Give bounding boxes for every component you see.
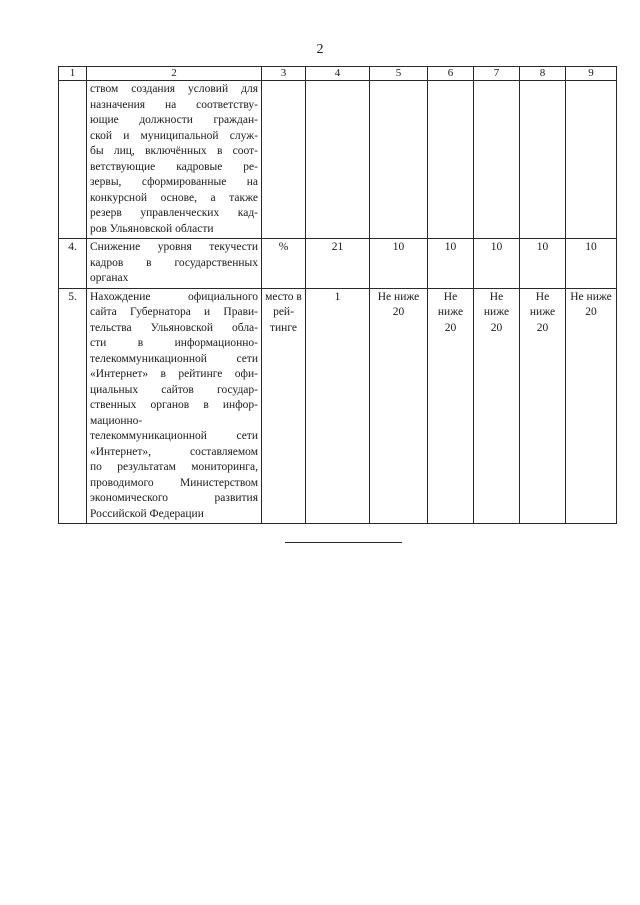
description-line: конкурсной основе, а также: [90, 191, 258, 204]
header-cell: 4: [306, 67, 370, 81]
page-number: 2: [316, 42, 324, 57]
value-cell: Не ниже 20: [428, 288, 474, 524]
description-line: Снижение уровня текучести: [90, 241, 258, 253]
value-cell: 10: [566, 239, 617, 289]
row-number: 5.: [59, 288, 87, 524]
description-line: ветствующие кадровые ре-: [90, 160, 258, 173]
row-number: 4.: [59, 239, 87, 289]
unit-cell: место в рей-тинге: [262, 288, 306, 524]
description-line: проводимого Министерством: [90, 476, 258, 489]
row-number: [59, 81, 87, 239]
value-cell: [370, 81, 428, 239]
description-line: назначения на соответству-: [90, 98, 258, 111]
value-cell: [428, 81, 474, 239]
description-line: по результатам мониторинга,: [90, 461, 258, 473]
description-line: ством создания условий для: [90, 83, 258, 95]
indicator-description: [87, 288, 262, 524]
description-line: телекоммуникационной сети: [90, 352, 258, 365]
description-line: бы лиц, включённых в соот-: [90, 145, 258, 157]
table-row: [59, 81, 617, 239]
description-line: зервы, сформированные на: [90, 176, 258, 188]
value-cell: [566, 81, 617, 239]
value-cell: 1: [306, 288, 370, 524]
description-line: экономического развития: [90, 492, 258, 504]
value-cell: 21: [306, 239, 370, 289]
header-cell: 7: [474, 67, 520, 81]
description-line: «Интернет», составляемом: [90, 445, 258, 458]
value-cell: 10: [520, 239, 566, 289]
description-line: циальных сайтов государ-: [90, 383, 258, 396]
value-cell: [306, 81, 370, 239]
description-line: органах: [90, 272, 129, 284]
value-cell: 10: [370, 239, 428, 289]
header-cell: 8: [520, 67, 566, 81]
description-line: Нахождение официального: [90, 290, 258, 303]
unit-cell: [262, 81, 306, 239]
header-cell: 9: [566, 67, 617, 81]
header-cell: 6: [428, 67, 474, 81]
description-line: сайта Губернатора и Прави-: [90, 306, 258, 318]
header-cell: 1: [59, 67, 87, 81]
description-line: тельства Ульяновской обла-: [90, 321, 258, 334]
table-header-row: [59, 67, 617, 81]
value-cell: [520, 81, 566, 239]
description-line: ющие должности граждан-: [90, 114, 258, 126]
header-cell: 2: [87, 67, 262, 81]
value-cell: 10: [428, 239, 474, 289]
description-line: Российской Федерации: [90, 507, 204, 520]
description-line: ственных органов в инфор-: [90, 399, 258, 411]
description-line: резерв управленческих кад-: [90, 207, 258, 219]
table-row: [59, 288, 617, 524]
unit-cell: %: [262, 239, 306, 289]
value-cell: Не ниже 20: [370, 288, 428, 524]
indicator-description: [87, 81, 262, 239]
header-cell: 3: [262, 67, 306, 81]
description-line: ров Ульяновской области: [90, 222, 214, 235]
value-cell: Не ниже 20: [566, 288, 617, 524]
description-line: кадров в государственных: [90, 256, 258, 269]
table-row: [59, 239, 617, 289]
indicators-table: [58, 66, 617, 524]
value-cell: Не ниже 20: [474, 288, 520, 524]
description-line: сти в информационно-: [90, 337, 258, 349]
header-cell: 5: [370, 67, 428, 81]
value-cell: [474, 81, 520, 239]
description-line: ской и муниципальной служ-: [90, 129, 258, 142]
end-of-document-rule: [285, 542, 402, 543]
value-cell: 10: [474, 239, 520, 289]
value-cell: Не ниже 20: [520, 288, 566, 524]
indicator-description: [87, 239, 262, 289]
description-line: «Интернет» в рейтинге офи-: [90, 368, 258, 380]
description-line: мационно-: [90, 414, 143, 427]
description-line: телекоммуникационной сети: [90, 430, 258, 442]
